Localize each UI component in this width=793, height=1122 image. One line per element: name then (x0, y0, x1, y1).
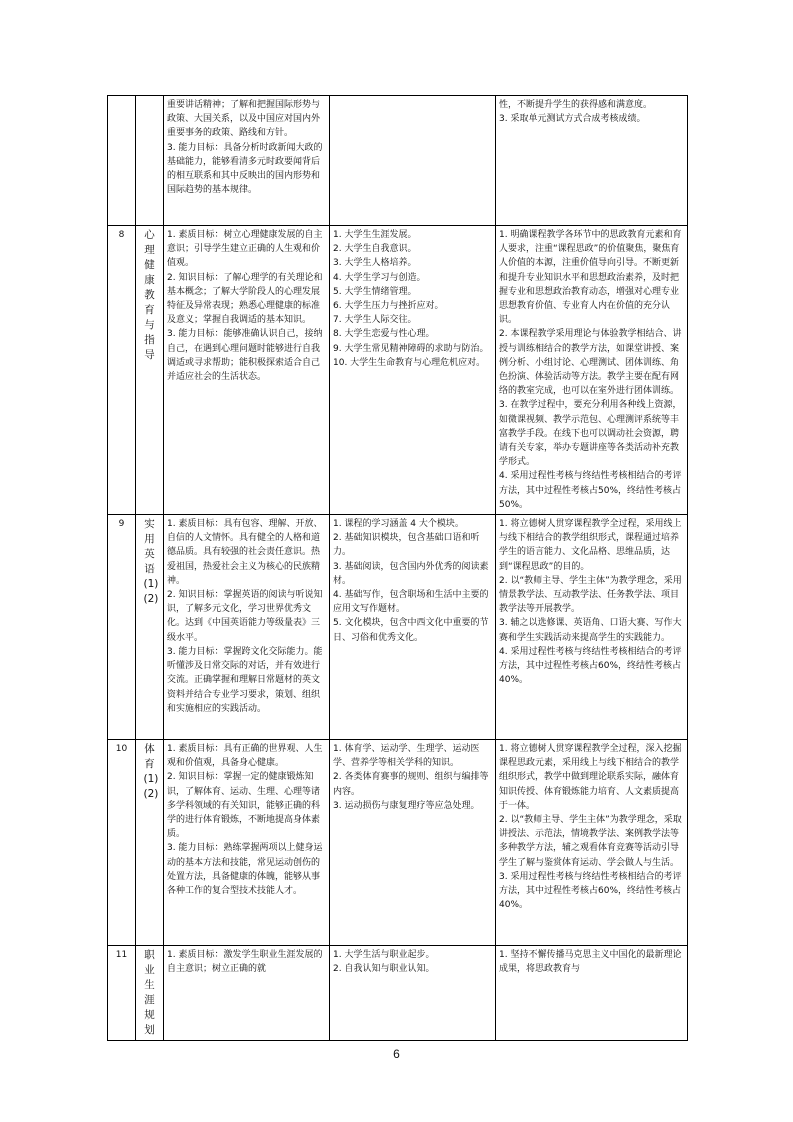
course-name: 心理健康教育与指导 (136, 226, 164, 515)
content-item: 2. 大学生自我意识。 (333, 244, 417, 255)
course-name: 实用英语(1)(2) (136, 515, 164, 740)
requirement-item: 1. 将立德树人贯穿课程教学全过程，深入挖掘课程思政元素，采用线上与线下相结合的教学组织形式，教学中做到理论联系实际，融体育知识传授、体育锻炼能力培育、人文素质提高于一体。 (499, 744, 682, 811)
objective-item: 1. 素质目标：具有正确的世界观、人生观和价值观，具备身心健康。 (167, 744, 323, 769)
table-row (108, 740, 688, 946)
content-item: 6. 大学生压力与挫折应对。 (333, 301, 444, 312)
objective-item: 重要讲话精神；了解和把握国际形势与政策、大国关系，以及中国应对国内外重要事务的政策、路线和方针。 (167, 100, 321, 139)
table-row (108, 226, 688, 515)
content-cell (330, 96, 496, 226)
content-item: 4. 大学生学习与创造。 (333, 272, 426, 283)
requirement-item: 4. 采用过程性考核与终结性考核相结合的考评方法，其中过程性考核占50%，终结性考核占50%。 (499, 471, 682, 510)
requirement-item: 2. 以“教师主导、学生主体”为教学理念，采用情景教学法、互动教学法、任务教学法、项目教学法等开展教学。 (499, 575, 682, 615)
content-item: 1. 大学生生涯发展。 (333, 230, 417, 240)
requirement-item: 4. 采用过程性考核与终结性考核相结合的考评方法，其中过程性考核占60%，终结性考核占40%。 (499, 646, 682, 686)
objective-item: 1. 素质目标：具有包容、理解、开放、自信的人文情怀。具有健全的人格和道德品质。具有较强的社会责任意识。热爱祖国，热爱社会主义为核心的民族精神。 (167, 519, 323, 586)
requirement-item: 2. 以“教师主导、学生主体”为教学理念，采取讲授法、示范法，情境教学法、案例教学法等多种教学方法，辅之观看体育竞赛等活动引导学生了解与鉴赏体育运动、学会做人与生活。 (499, 815, 682, 868)
content-item: 3. 大学生人格培养。 (333, 258, 417, 269)
course-name: 体育(1)(2) (136, 740, 164, 946)
objective-item: 2. 知识目标：了解心理学的有关理论和基本概念；了解大学阶段人的心理发展特征及异常表现；熟悉心理健康的标准及意义；掌握自我调适的基本知识。 (167, 272, 323, 326)
objective-item: 3. 能力目标：具备分析时政新闻大政的基础能力，能够看清多元时政要闻背后的相互联系和其中反映出的国内形势和国际趋势的基本规律。 (167, 142, 323, 196)
content-cell (330, 740, 496, 946)
objective-item: 3. 能力目标：熟练掌握两项以上健身运动的基本方法和技能，常见运动创伤的处置方法，具备健康的体魄，能够从事各种工作的复合型技术技能人才。 (167, 843, 323, 897)
requirements-cell (496, 515, 688, 740)
content-item: 1. 课程的学习涵盖 4 大个模块。 (333, 519, 464, 530)
requirements-cell (496, 946, 688, 1041)
content-item: 1. 大学生活与职业起步。 (333, 950, 435, 961)
course-name (136, 96, 164, 226)
table-row (108, 515, 688, 740)
requirement-item: 1. 将立德树人贯穿课程教学全过程，采用线上与线下相结合的教学组织形式，课程通过培养学生的语言能力、文化品格、思维品质，达到“课程思政”的目的。 (499, 519, 682, 572)
course-table (107, 95, 688, 1041)
content-item: 4. 基础写作，包含职场和生活中主要的应用文写作题材。 (333, 590, 489, 615)
objectives-cell (164, 740, 330, 946)
row-number: 11 (108, 946, 136, 1041)
content-item: 2. 各类体育赛事的规则、组织与编排等内容。 (333, 772, 489, 797)
content-item: 8. 大学生恋爱与性心理。 (333, 329, 435, 340)
row-number: 10 (108, 740, 136, 946)
objective-item: 1. 素质目标：激发学生职业生涯发展的自主意识；树立正确的就 (167, 950, 323, 975)
content-item: 2. 自我认知与职业认知。 (333, 964, 435, 975)
requirement-item: 3. 在教学过程中，要充分利用各种线上资源，如微课视频、教学示范包、心理测评系统等丰富教学手段。在线下也可以调动社会资源，聘请有关专家，举办专题讲座等各类活动补充教学形式。 (499, 400, 682, 468)
objectives-cell (164, 96, 330, 226)
requirement-item: 3. 采取单元测试方式合成考核成绩。 (499, 114, 646, 125)
requirements-cell (496, 740, 688, 946)
objective-item: 3. 能力目标：能够准确认识自己，接纳自己，在遇到心理问题时能够进行自我调适或寻求帮助；能积极探索适合自己并适应社会的生活状态。 (167, 329, 323, 383)
content-cell (330, 226, 496, 515)
objectives-cell (164, 946, 330, 1041)
objectives-cell (164, 515, 330, 740)
row-number: 8 (108, 226, 136, 515)
objective-item: 2. 知识目标：掌握一定的健康锻炼知识，了解体育、运动、生理、心理等诸多学科领域的有关知识，能够正确的科学的进行体育锻炼，不断地提高身体素质。 (167, 772, 321, 840)
requirement-item: 1. 明确课程教学各环节中的思政教育元素和育人要求，注重“课程思政”的价值聚焦，聚焦育人价值的本源，注重价值导向引导。不断更新和提升专业知识水平和思想政治素养，及时把握专业和思想政治教育动态，增强对心理专业思想教育价值、专业育人内在价值的充分认识。 (499, 230, 682, 326)
row-number: 9 (108, 515, 136, 740)
content-item: 5. 大学生情绪管理。 (333, 286, 417, 297)
requirement-item: 2. 本课程教学采用理论与体验教学相结合、讲授与训练相结合的教学方法，如课堂讲授、案例分析、小组讨论、心理测试、团体训练、角色扮演、体验活动等方法。教学主要在配有网络的教室完成，也可以在室外进行团体训练。 (499, 329, 682, 397)
objective-item: 1. 素质目标：树立心理健康发展的自主意识；引导学生建立正确的人生观和价值观。 (167, 230, 323, 269)
requirement-item: 3. 辅之以选修课、英语角、口语大赛、写作大赛和学生实践活动来提高学生的实践能力。 (499, 618, 682, 643)
content-item: 9. 大学生常见精神障碍的求助与防治。 (333, 343, 489, 354)
table-row (108, 946, 688, 1041)
requirement-item: 3. 采用过程性考核与终结性考核相结合的考评方法，其中过程性考核占60%，终结性考核占40%。 (499, 871, 682, 911)
objectives-cell (164, 226, 330, 515)
content-cell (330, 515, 496, 740)
requirements-cell (496, 226, 688, 515)
objective-item: 3. 能力目标：掌握跨文化交际能力。能听懂涉及日常交际的对话，并有效进行交流。正确掌握和理解日常题材的英文资料并结合专业学习要求，策划、组织和实施相应的实践活动。 (167, 646, 323, 714)
requirement-item: 1. 坚持不懈传播马克思主义中国化的最新理论成果，将思政教育与 (499, 950, 682, 975)
content-item: 2. 基础知识模块，包含基础口语和听力。 (333, 533, 480, 558)
course-name: 职业生涯规划 (136, 946, 164, 1041)
table-row (108, 96, 688, 226)
content-item: 1. 体育学、运动学、生理学、运动医学、营养学等相关学科的知识。 (333, 744, 480, 769)
requirements-cell (496, 96, 688, 226)
content-item: 7. 大学生人际交往。 (333, 315, 417, 326)
objective-item: 2. 知识目标：掌握英语的阅读与听说知识，了解多元文化，学习世界优秀文化。达到《中国英语能力等级量表》三级水平。 (167, 590, 323, 643)
content-item: 10. 大学生生命教育与心理危机应对。 (333, 357, 486, 368)
content-cell (330, 946, 496, 1041)
content-item: 5. 文化模块，包含中西文化中重要的节日、习俗和优秀文化。 (333, 618, 489, 643)
content-item: 3. 基础阅读，包含国内外优秀的阅读素材。 (333, 561, 489, 586)
page-number: 6 (393, 1047, 400, 1061)
row-number (108, 96, 136, 226)
content-item: 3. 运动损伤与康复理疗等应急处理。 (333, 800, 480, 811)
requirement-item: 性，不断提升学生的获得感和满意度。 (499, 100, 653, 110)
